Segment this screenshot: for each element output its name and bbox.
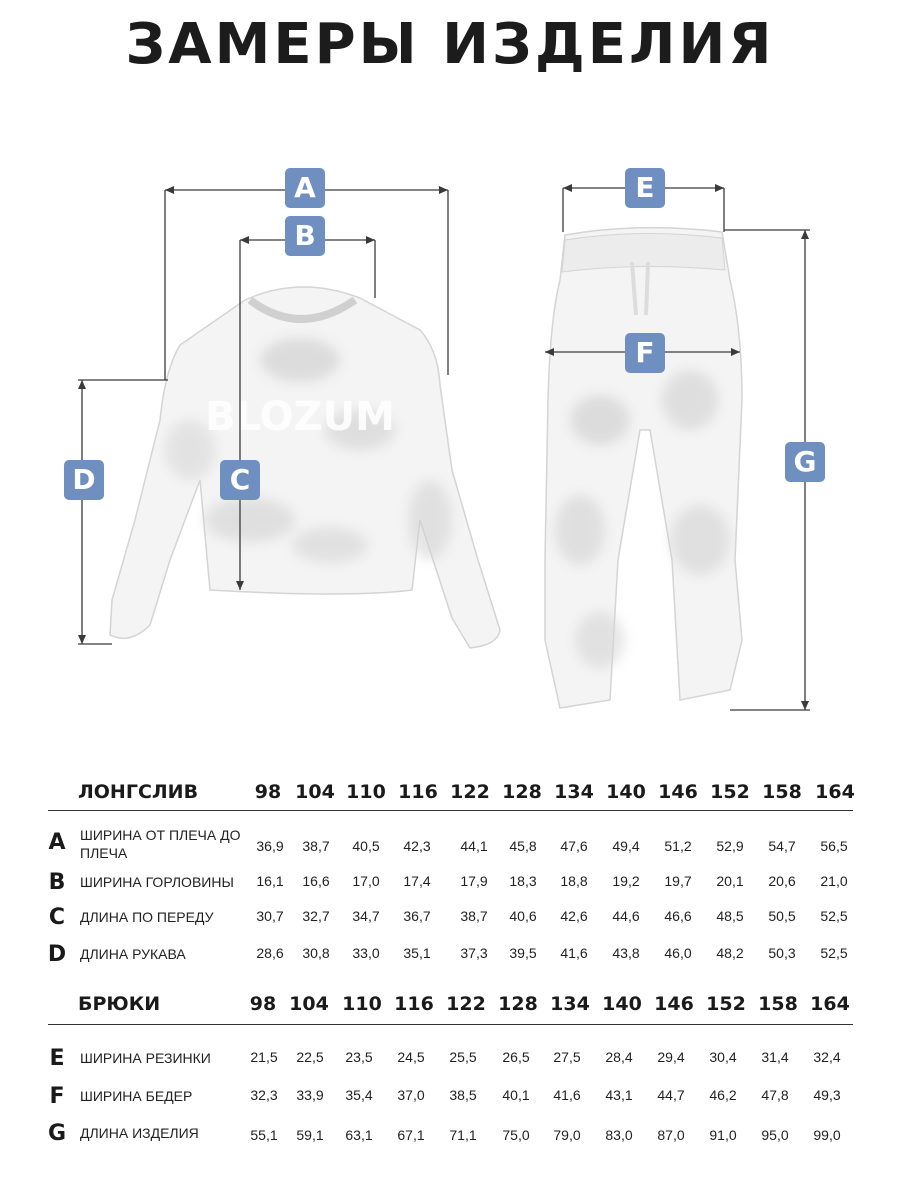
cell: 44,6 [612,908,640,924]
cell: 30,8 [302,945,330,961]
cell: 24,5 [397,1049,425,1065]
badge-e: E [625,168,665,208]
pants-title: БРЮКИ [78,993,161,1015]
table-row [0,905,900,945]
size-header: 128 [502,781,542,803]
cell: 29,4 [657,1049,685,1065]
cell: 79,0 [553,1127,581,1143]
cell: 17,0 [352,873,380,889]
row-letter: G [47,1121,67,1146]
cell: 21,5 [250,1049,278,1065]
cell: 34,7 [352,908,380,924]
cell: 37,0 [397,1087,425,1103]
row-description: ДЛИНА ИЗДЕЛИЯ [80,1125,199,1141]
cell: 91,0 [709,1127,737,1143]
cell: 41,6 [560,945,588,961]
table-row [0,870,900,910]
cell: 38,7 [302,838,330,854]
row-letter: B [48,870,66,895]
cell: 54,7 [768,838,796,854]
cell: 25,5 [449,1049,477,1065]
cell: 28,6 [256,945,284,961]
cell: 16,1 [256,873,284,889]
cell: 59,1 [296,1127,324,1143]
cell: 20,6 [768,873,796,889]
row-description: ШИРИНА БЕДЕР [80,1088,193,1104]
size-header: 152 [706,993,746,1015]
cell: 33,0 [352,945,380,961]
cell: 52,5 [820,908,848,924]
cell: 42,3 [403,838,431,854]
cell: 45,8 [509,838,537,854]
table-row [0,1121,900,1161]
size-header: 110 [346,781,386,803]
page-title: ЗАМЕРЫ ИЗДЕЛИЯ [125,12,775,77]
size-header: 164 [810,993,850,1015]
cell: 43,1 [605,1087,633,1103]
cell: 16,6 [302,873,330,889]
cell: 50,3 [768,945,796,961]
cell: 35,4 [345,1087,373,1103]
size-header: 146 [654,993,694,1015]
cell: 20,1 [716,873,744,889]
badge-f: F [625,333,665,373]
size-header: 134 [554,781,594,803]
size-header: 146 [658,781,698,803]
row-letter: E [49,1046,65,1071]
cell: 30,4 [709,1049,737,1065]
cell: 75,0 [502,1127,530,1143]
cell: 17,9 [460,873,488,889]
longsleeve-header [0,781,900,811]
badge-a: A [285,168,325,208]
cell: 23,5 [345,1049,373,1065]
cell: 22,5 [296,1049,324,1065]
cell: 19,2 [612,873,640,889]
cell: 52,9 [716,838,744,854]
cell: 47,6 [560,838,588,854]
cell: 67,1 [397,1127,425,1143]
cell: 32,4 [813,1049,841,1065]
sweatshirt-drawing [110,287,500,648]
badge-b: B [285,216,325,256]
cell: 47,8 [761,1087,789,1103]
cell: 38,5 [449,1087,477,1103]
size-header: 122 [446,993,486,1015]
size-header: 98 [254,781,282,803]
cell: 52,5 [820,945,848,961]
cell: 49,4 [612,838,640,854]
cell: 42,6 [560,908,588,924]
size-header: 116 [394,993,434,1015]
cell: 40,5 [352,838,380,854]
cell: 44,1 [460,838,488,854]
cell: 40,1 [502,1087,530,1103]
cell: 21,0 [820,873,848,889]
cell: 31,4 [761,1049,789,1065]
cell: 46,0 [664,945,692,961]
cell: 26,5 [502,1049,530,1065]
size-header: 104 [295,781,335,803]
cell: 99,0 [813,1127,841,1143]
size-header: 158 [762,781,802,803]
cell: 55,1 [250,1127,278,1143]
cell: 56,5 [820,838,848,854]
size-header: 140 [602,993,642,1015]
size-header: 158 [758,993,798,1015]
cell: 39,5 [509,945,537,961]
cell: 32,3 [250,1087,278,1103]
table-row [0,826,900,866]
cell: 18,3 [509,873,537,889]
print-text: BLOZUM [205,394,395,440]
size-header: 98 [249,993,277,1015]
size-header: 164 [815,781,855,803]
cell: 19,7 [664,873,692,889]
row-description: ДЛИНА ПО ПЕРЕДУ [80,909,214,925]
divider [48,810,853,811]
cell: 36,7 [403,908,431,924]
table-row [0,942,900,982]
cell: 43,8 [612,945,640,961]
pants-drawing [545,228,742,708]
cell: 41,6 [553,1087,581,1103]
cell: 44,7 [657,1087,685,1103]
row-description: ШИРИНА ГОРЛОВИНЫ [80,874,234,890]
table-row [0,1046,900,1086]
cell: 49,3 [813,1087,841,1103]
cell: 27,5 [553,1049,581,1065]
cell: 83,0 [605,1127,633,1143]
cell: 33,9 [296,1087,324,1103]
row-description: ШИРИНА РЕЗИНКИ [80,1050,211,1066]
cell: 30,7 [256,908,284,924]
row-letter: F [49,1084,65,1109]
cell: 18,8 [560,873,588,889]
row-letter: A [48,830,66,855]
cell: 38,7 [460,908,488,924]
size-header: 152 [710,781,750,803]
row-letter: C [48,905,66,930]
row-description: ШИРИНА ОТ ПЛЕЧА ДО ПЛЕЧА [80,827,241,861]
row-description: ДЛИНА РУКАВА [80,946,186,962]
cell: 50,5 [768,908,796,924]
row-letter: D [47,942,67,967]
size-header: 134 [550,993,590,1015]
size-header: 128 [498,993,538,1015]
cell: 63,1 [345,1127,373,1143]
pants-header [0,993,900,1023]
size-header: 104 [289,993,329,1015]
cell: 37,3 [460,945,488,961]
cell: 48,2 [716,945,744,961]
cell: 32,7 [302,908,330,924]
size-header: 140 [606,781,646,803]
cell: 46,6 [664,908,692,924]
cell: 87,0 [657,1127,685,1143]
cell: 51,2 [664,838,692,854]
cell: 35,1 [403,945,431,961]
badge-d: D [64,460,104,500]
cell: 71,1 [449,1127,477,1143]
cell: 46,2 [709,1087,737,1103]
divider [48,1024,853,1025]
cell: 40,6 [509,908,537,924]
longsleeve-title: ЛОНГСЛИВ [78,781,199,803]
size-header: 116 [398,781,438,803]
badge-c: C [220,460,260,500]
badge-g: G [785,442,825,482]
table-row [0,1084,900,1124]
cell: 95,0 [761,1127,789,1143]
cell: 17,4 [403,873,431,889]
cell: 48,5 [716,908,744,924]
size-header: 122 [450,781,490,803]
size-header: 110 [342,993,382,1015]
cell: 36,9 [256,838,284,854]
cell: 28,4 [605,1049,633,1065]
